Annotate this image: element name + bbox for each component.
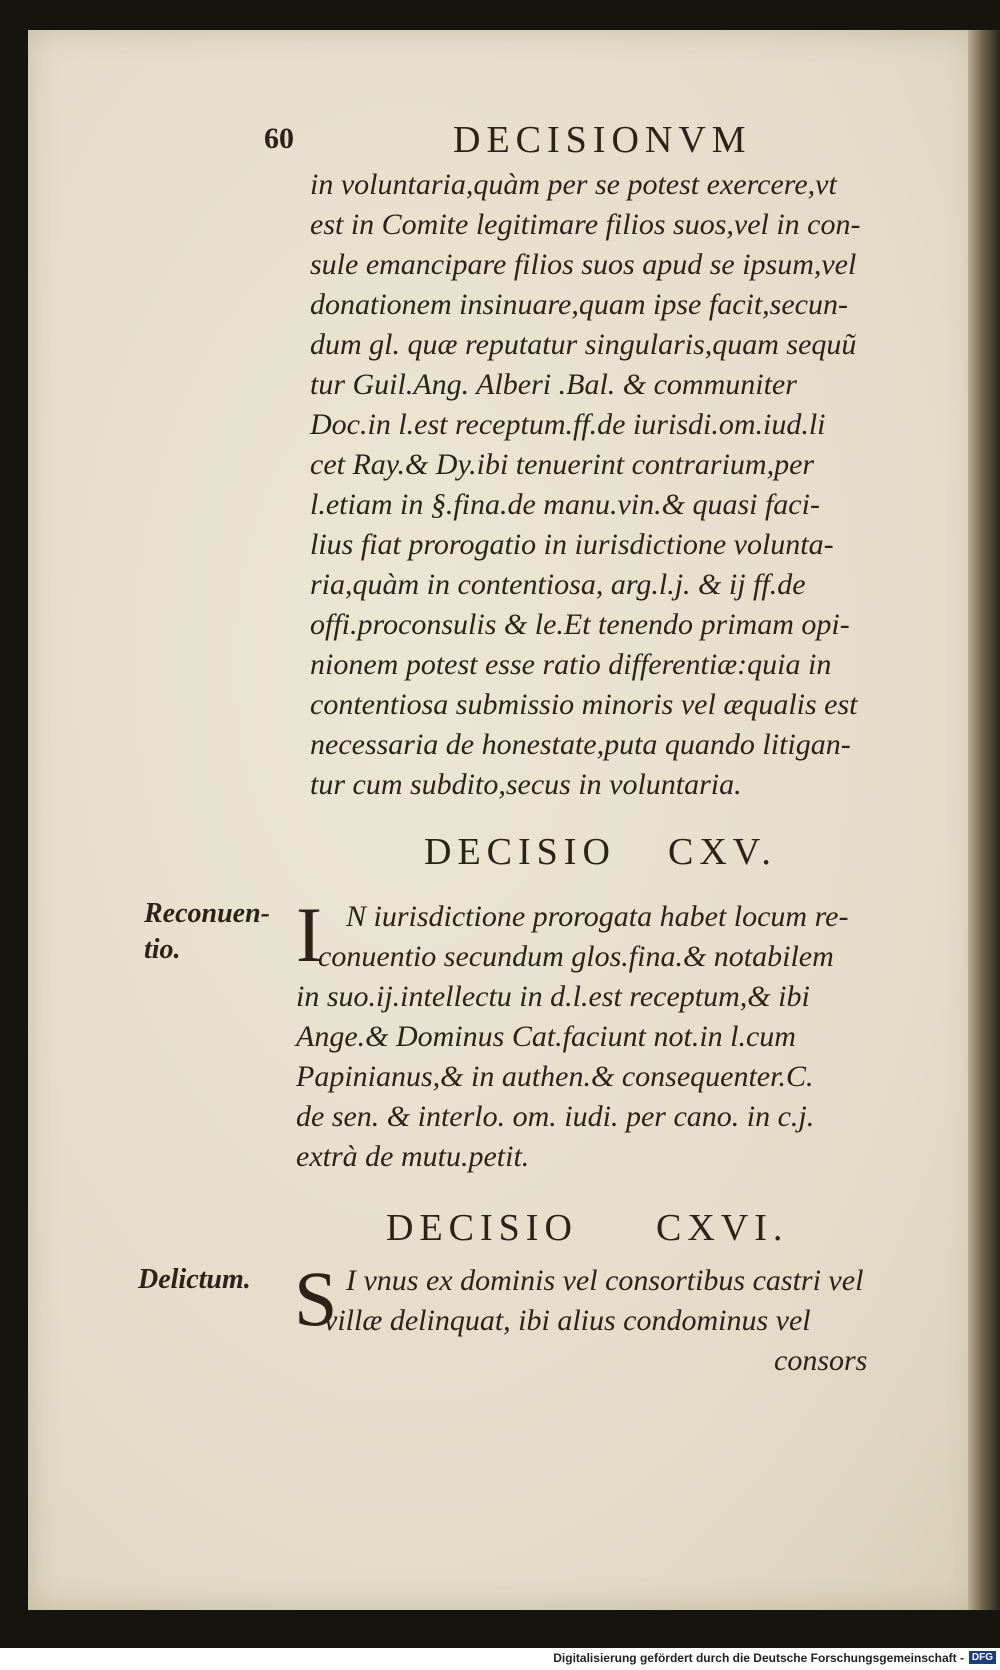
running-title: DECISIONVM (453, 119, 752, 161)
section-line: I vnus ex dominis vel consortibus castri vel (346, 1264, 864, 1297)
section-line: extrà de mutu.petit. (296, 1140, 530, 1173)
margin-note: Delictum. (138, 1264, 251, 1295)
body-line: necessaria de honestate,puta quando litigan- (310, 728, 851, 761)
margin-note: tio. (144, 934, 181, 965)
margin-note: Reconuen- (144, 898, 270, 929)
section-heading-left: DECISIO (386, 1207, 578, 1249)
section-line: Ange.& Dominus Cat.faciunt not.in l.cum (296, 1020, 796, 1053)
section-line: villæ delinquat, ibi alius condominus vel (324, 1304, 811, 1337)
body-line: lius fiat prorogatio in iurisdictione volunta- (310, 528, 834, 561)
drop-cap: I (296, 891, 322, 978)
body-line: offi.proconsulis & le.Et tenendo primam opi- (310, 608, 850, 641)
body-line: tur Guil.Ang. Alberi .Bal. & communiter (310, 368, 797, 401)
body-line: Doc.in l.est receptum.ff.de iurisdi.om.iud.li (310, 408, 826, 441)
body-line: tur cum subdito,secus in voluntaria. (310, 768, 742, 801)
body-line: contentiosa submissio minoris vel æqualis est (310, 688, 858, 721)
body-line: l.etiam in §.fina.de manu.vin.& quasi faci- (310, 488, 820, 521)
section-line: in suo.ij.intellectu in d.l.est receptum,& ibi (296, 980, 810, 1013)
dfg-logo: DFG (969, 1651, 996, 1664)
section-heading-number: CXV. (668, 831, 777, 873)
footer-bar (0, 1648, 1000, 1670)
footer-credit: Digitalisierung gefördert durch die Deutsche Forschungsgemeinschaft - (553, 1651, 964, 1665)
body-line: est in Comite legitimare filios suos,vel in con- (310, 208, 861, 241)
body-line: cet Ray.& Dy.ibi tenuerint contrarium,per (310, 448, 815, 481)
section-line: de sen. & interlo. om. iudi. per cano. in c.j. (296, 1100, 815, 1133)
section-line: N iurisdictione prorogata habet locum re- (346, 900, 849, 933)
page-number: 60 (264, 122, 294, 155)
body-line: dum gl. quæ reputatur singularis,quam sequũ (310, 328, 857, 361)
body-line: nionem potest esse ratio differentiæ:quia in (310, 648, 832, 681)
section-line: conuentio secundum glos.fina.& notabilem (318, 940, 834, 973)
drop-cap: S (294, 1255, 338, 1342)
book-page (28, 30, 978, 1610)
body-line: sule emancipare filios suos apud se ipsum,vel (310, 248, 857, 281)
body-line: donationem insinuare,quam ipse facit,secun- (310, 288, 848, 321)
body-line: ria,quàm in contentiosa, arg.l.j. & ij ff.de (310, 568, 806, 601)
section-line: Papinianus,& in authen.& consequenter.C. (296, 1060, 814, 1093)
section-heading-left: DECISIO (424, 831, 616, 873)
catchword: consors (774, 1344, 868, 1377)
page-edge (968, 30, 1000, 1610)
body-line: in voluntaria,quàm per se potest exercere,vt (310, 168, 837, 201)
section-heading-number: CXVI. (656, 1207, 789, 1249)
